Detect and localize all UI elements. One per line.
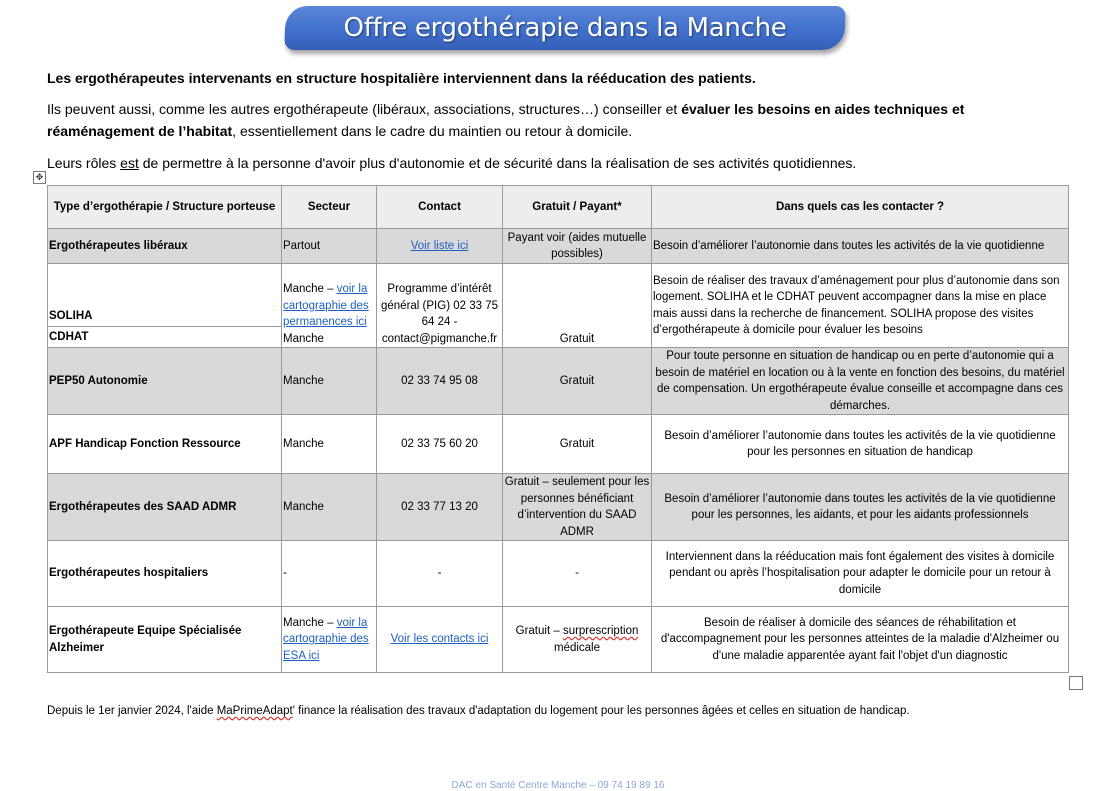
table-row bbox=[48, 415, 1069, 474]
row5-type: Ergothérapeutes des SAAD ADMR bbox=[48, 474, 282, 541]
intro-p2-text-a: Ils peuvent aussi, comme les autres ergothérapeute (libéraux, associations, structures…) conseiller et bbox=[47, 101, 682, 117]
row7-tarif-c: médicale bbox=[553, 641, 601, 654]
row6-secteur: - bbox=[282, 541, 377, 607]
footnote-a: Depuis le 1er janvier 2024, l'aide bbox=[47, 705, 217, 717]
page-footer: DAC en Santé Centre Manche – 09 74 19 89 16 bbox=[451, 780, 665, 791]
header-cas: Dans quels cas les contacter ? bbox=[652, 186, 1069, 229]
row6-cas: Interviennent dans la rééducation mais font également des visites à domicile pendant ou après l’hospitalisation pour adapter le domicile pour un retour à domicile bbox=[652, 541, 1069, 607]
row2-contact: Programme d’intérêt général (PIG) 02 33 75 64 24 - contact@pigmanche.fr bbox=[377, 264, 503, 348]
table-row bbox=[48, 264, 1069, 348]
intro-paragraph-1: Les ergothérapeutes intervenants en structure hospitalière interviennent dans la rééducation des patients. bbox=[47, 70, 756, 86]
row7-tarif-a: Gratuit – bbox=[515, 625, 563, 637]
row5-cas: Besoin d’améliorer l’autonomie dans toutes les activités de la vie quotidienne pour les personnes, les aidants, et pour les aidants professionnels bbox=[652, 474, 1069, 541]
intro-p2-bold: évaluer les besoins en aides techniques et réaménagement de l’habitat bbox=[47, 101, 965, 139]
row7-secteur-text: Manche – bbox=[283, 616, 337, 629]
row6-contact: - bbox=[377, 541, 503, 607]
row4-contact: 02 33 75 60 20 bbox=[377, 415, 503, 474]
table-row bbox=[48, 229, 1069, 264]
row3-type: PEP50 Autonomie bbox=[48, 348, 282, 415]
row2-secteur-text: Manche – bbox=[283, 283, 337, 295]
row2-type bbox=[48, 264, 282, 348]
row1-cas: Besoin d’améliorer l’autonomie dans toutes les activités de la vie quotidienne bbox=[652, 229, 1069, 264]
row2-type-cdhat: CDHAT bbox=[49, 330, 89, 343]
row5-tarif: Gratuit – seulement pour les personnes bénéficiant d’intervention du SAAD ADMR bbox=[503, 474, 652, 541]
footnote-b: MaPrimeAdapt bbox=[216, 705, 293, 717]
table-move-handle-icon[interactable]: ✥ bbox=[33, 171, 46, 184]
row5-contact: 02 33 77 13 20 bbox=[377, 474, 503, 541]
row4-type: APF Handicap Fonction Ressource bbox=[48, 415, 282, 474]
row6-tarif: - bbox=[503, 541, 652, 607]
table-row bbox=[48, 348, 1069, 415]
row7-tarif bbox=[503, 607, 652, 673]
intro-p3-text-c: de permettre à la personne d'avoir plus d'autonomie et de sécurité dans la réalisation de ses activités quotidiennes. bbox=[138, 155, 857, 171]
table-row bbox=[48, 474, 1069, 541]
table-resize-handle[interactable] bbox=[1069, 676, 1083, 690]
row3-tarif: Gratuit bbox=[503, 348, 652, 415]
row2-type-soliha: SOLIHA bbox=[48, 308, 281, 327]
row6-type: Ergothérapeutes hospitaliers bbox=[48, 541, 282, 607]
header-secteur: Secteur bbox=[282, 186, 377, 229]
intro-paragraph-3 bbox=[47, 152, 1047, 174]
row2-secteur-b: Manche bbox=[283, 332, 324, 345]
header-type: Type d’ergothérapie / Structure porteuse bbox=[48, 186, 282, 229]
row3-secteur: Manche bbox=[282, 348, 377, 415]
intro-paragraph-2 bbox=[47, 98, 1047, 142]
offer-table bbox=[47, 185, 1069, 673]
table-header-row bbox=[48, 186, 1069, 229]
row7-secteur-link[interactable]: voir la cartographie des ESA ici bbox=[283, 616, 369, 662]
row2-cas: Besoin de réaliser des travaux d’aménagement pour plus d’autonomie dans son logement. SOLIHA et le CDHAT peuvent accompagner dans la mise en place mais aussi dans la recherche de financement. SOLIHA propose des visites d’ergothérapeute à domicile pour évaluer les besoins bbox=[652, 264, 1069, 348]
header-contact: Contact bbox=[377, 186, 503, 229]
row1-contact bbox=[377, 229, 503, 264]
row2-tarif: Gratuit bbox=[503, 264, 652, 348]
row1-secteur: Partout bbox=[282, 229, 377, 264]
row7-tarif-b: surprescription bbox=[562, 625, 639, 637]
row2-secteur bbox=[282, 264, 377, 348]
footnote bbox=[47, 705, 910, 717]
table-row bbox=[48, 541, 1069, 607]
intro-p2-text-c: , essentiellement dans le cadre du maintien ou retour à domicile. bbox=[232, 123, 633, 139]
row2-secteur-link[interactable]: voir la cartographie des permanences ici bbox=[283, 283, 369, 328]
row5-secteur: Manche bbox=[282, 474, 377, 541]
row7-type: Ergothérapeute Equipe Spécialisée Alzheimer bbox=[48, 607, 282, 673]
table-row bbox=[48, 607, 1069, 673]
row3-contact: 02 33 74 95 08 bbox=[377, 348, 503, 415]
header-tarif: Gratuit / Payant* bbox=[503, 186, 652, 229]
row4-cas: Besoin d’améliorer l’autonomie dans toutes les activités de la vie quotidienne pour les personnes en situation de handicap bbox=[652, 415, 1069, 474]
row1-contact-link[interactable]: Voir liste ici bbox=[410, 239, 469, 252]
row4-secteur: Manche bbox=[282, 415, 377, 474]
row1-tarif: Payant voir (aides mutuelle possibles) bbox=[503, 229, 652, 264]
row7-contact bbox=[377, 607, 503, 673]
row4-tarif: Gratuit bbox=[503, 415, 652, 474]
row7-cas: Besoin de réaliser à domicile des séances de réhabilitation et d'accompagnement pour les personnes atteintes de la maladie d'Alzheimer ou d'une maladie apparentée ayant fait l'objet d'un diagnostic bbox=[652, 607, 1069, 673]
row7-secteur bbox=[282, 607, 377, 673]
page-title: Offre ergothérapie dans la Manche bbox=[343, 13, 787, 43]
row7-contact-link[interactable]: Voir les contacts ici bbox=[390, 633, 489, 646]
intro-p3-text-a: Leurs rôles bbox=[47, 155, 121, 171]
row3-cas: Pour toute personne en situation de handicap ou en perte d’autonomie qui a besoin de matériel en location ou à la vente en fonction des besoins, du matériel de compensation. Un ergothérapeute évalue conseille et accompagne dans ces démarches. bbox=[652, 348, 1069, 415]
intro-p3-underlined: est bbox=[120, 155, 139, 171]
row1-type: Ergothérapeutes libéraux bbox=[48, 229, 282, 264]
footnote-c: ' finance la réalisation des travaux d'adaptation du logement pour les personnes âgées et celles en situation de handicap. bbox=[292, 705, 910, 717]
